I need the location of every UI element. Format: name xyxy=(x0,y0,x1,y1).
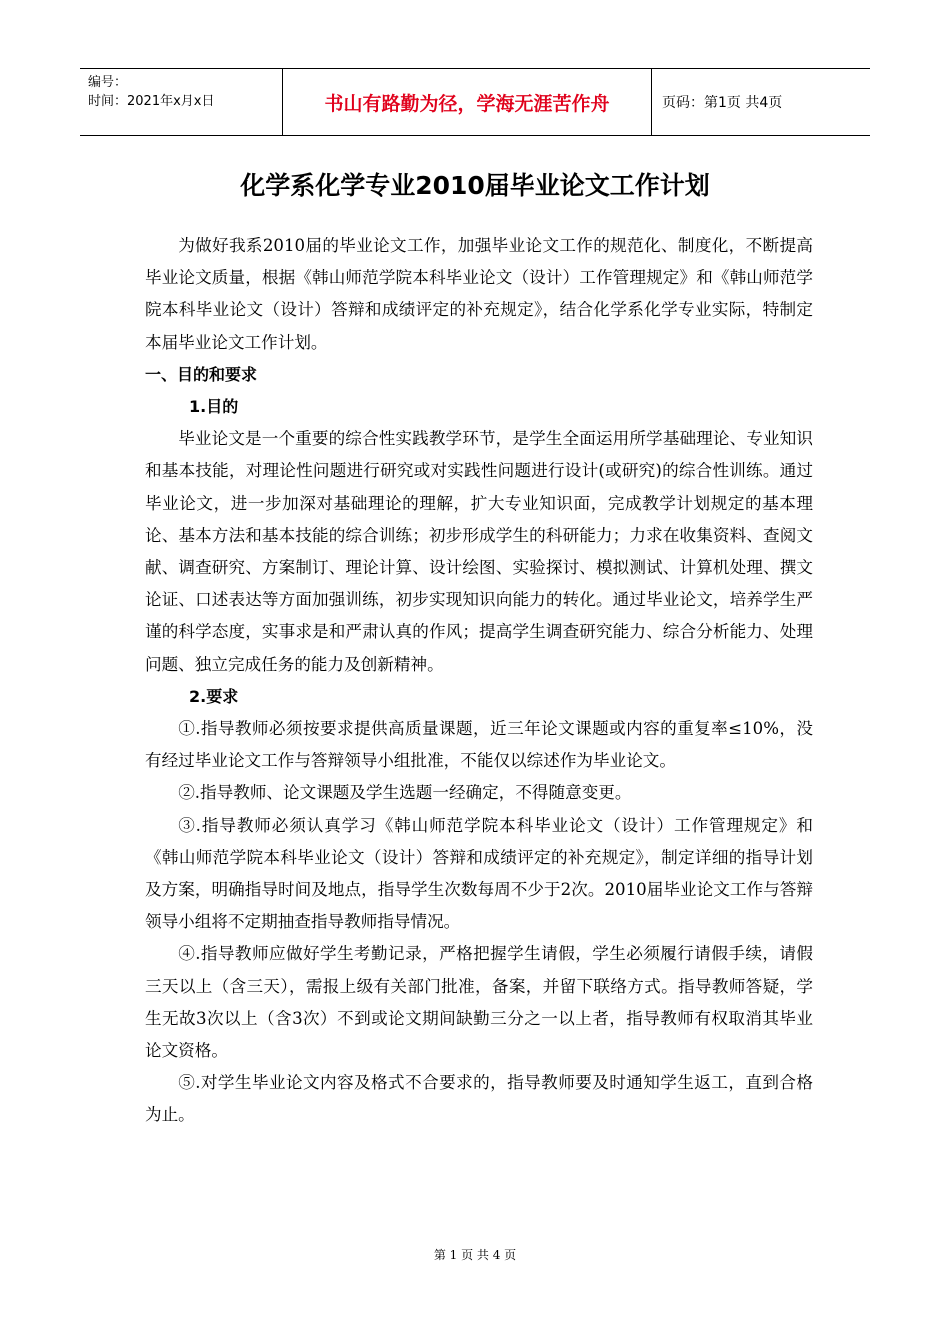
requirement-item-1: ①.指导教师必须按要求提供高质量课题，近三年论文课题或内容的重复率≤10%，没有经过毕业论文工作与答辩领导小组批准，不能仅以综述作为毕业论文。 xyxy=(145,719,813,771)
header-motto: 书山有路勤为径，学海无涯苦作舟 xyxy=(282,69,652,135)
header-page-info: 页码：第1页 共4页 xyxy=(662,95,783,111)
date-label: 时间：2021年x月x日 xyxy=(88,94,215,109)
section-heading: 一、目的和要求 xyxy=(145,364,258,384)
requirement-item-4: ④.指导教师应做好学生考勤记录，严格把握学生请假，学生必须履行请假手续，请假三天以上（含三天），需报上级有关部门批准，备案，并留下联络方式。指导教师答疑，学生无故3次以上（含3次）不到或论文期间缺勤三分之一以上者，指导教师有权取消其毕业论文资格。 xyxy=(145,944,813,1061)
header-meta xyxy=(80,69,282,135)
intro-paragraph: 为做好我系2010届的毕业论文工作，加强毕业论文工作的规范化、制度化，不断提高毕业论文质量，根据《韩山师范学院本科毕业论文（设计）工作管理规定》和《韩山师范学院本科毕业论文（设计）答辩和成绩评定的补充规定》，结合化学系化学专业实际，特制定本届毕业论文工作计划。 xyxy=(145,236,813,352)
subsection-heading-requirements: 2.要求 xyxy=(189,686,239,706)
requirement-item-3: ③.指导教师必须认真学习《韩山师范学院本科毕业论文（设计）工作管理规定》和《韩山师范学院本科毕业论文（设计）答辩和成绩评定的补充规定》，制定详细的指导计划及方案，明确指导时间及地点，指导学生次数每周不少于2次。2010届毕业论文工作与答辩领导小组将不定期抽查指导教师指导情况。 xyxy=(145,815,813,932)
requirement-item-5: ⑤.对学生毕业论文内容及格式不合要求的，指导教师要及时通知学生返工，直到合格为止。 xyxy=(145,1073,813,1125)
page-footer: 第 1 页 共 4 页 xyxy=(433,1248,517,1262)
document-title: 化学系化学专业2010届毕业论文工作计划 xyxy=(240,171,710,200)
document-body xyxy=(145,230,813,1132)
document-header xyxy=(80,68,870,136)
number-label: 编号： xyxy=(88,75,128,90)
requirement-item-2: ②.指导教师、论文课题及学生选题一经确定，不得随意变更。 xyxy=(178,783,632,803)
subsection-heading-purpose: 1.目的 xyxy=(189,397,239,417)
purpose-paragraph: 毕业论文是一个重要的综合性实践教学环节，是学生全面运用所学基础理论、专业知识和基本技能，对理论性问题进行研究或对实践性问题进行设计(或研究)的综合性训练。通过毕业论文，进一步加深对基础理论的理解，扩大专业知识面，完成教学计划规定的基本理论、基本方法和基本技能的综合训练；初步形成学生的科研能力；力求在收集资料、查阅文献、调查研究、方案制订、理论计算、设计绘图、实验探讨、模拟测试、计算机处理、撰文论证、口述表达等方面加强训练，初步实现知识向能力的转化。通过毕业论文，培养学生严谨的科学态度，实事求是和严肃认真的作风；提高学生调查研究能力、综合分析能力、处理问题、独立完成任务的能力及创新精神。 xyxy=(145,429,813,674)
